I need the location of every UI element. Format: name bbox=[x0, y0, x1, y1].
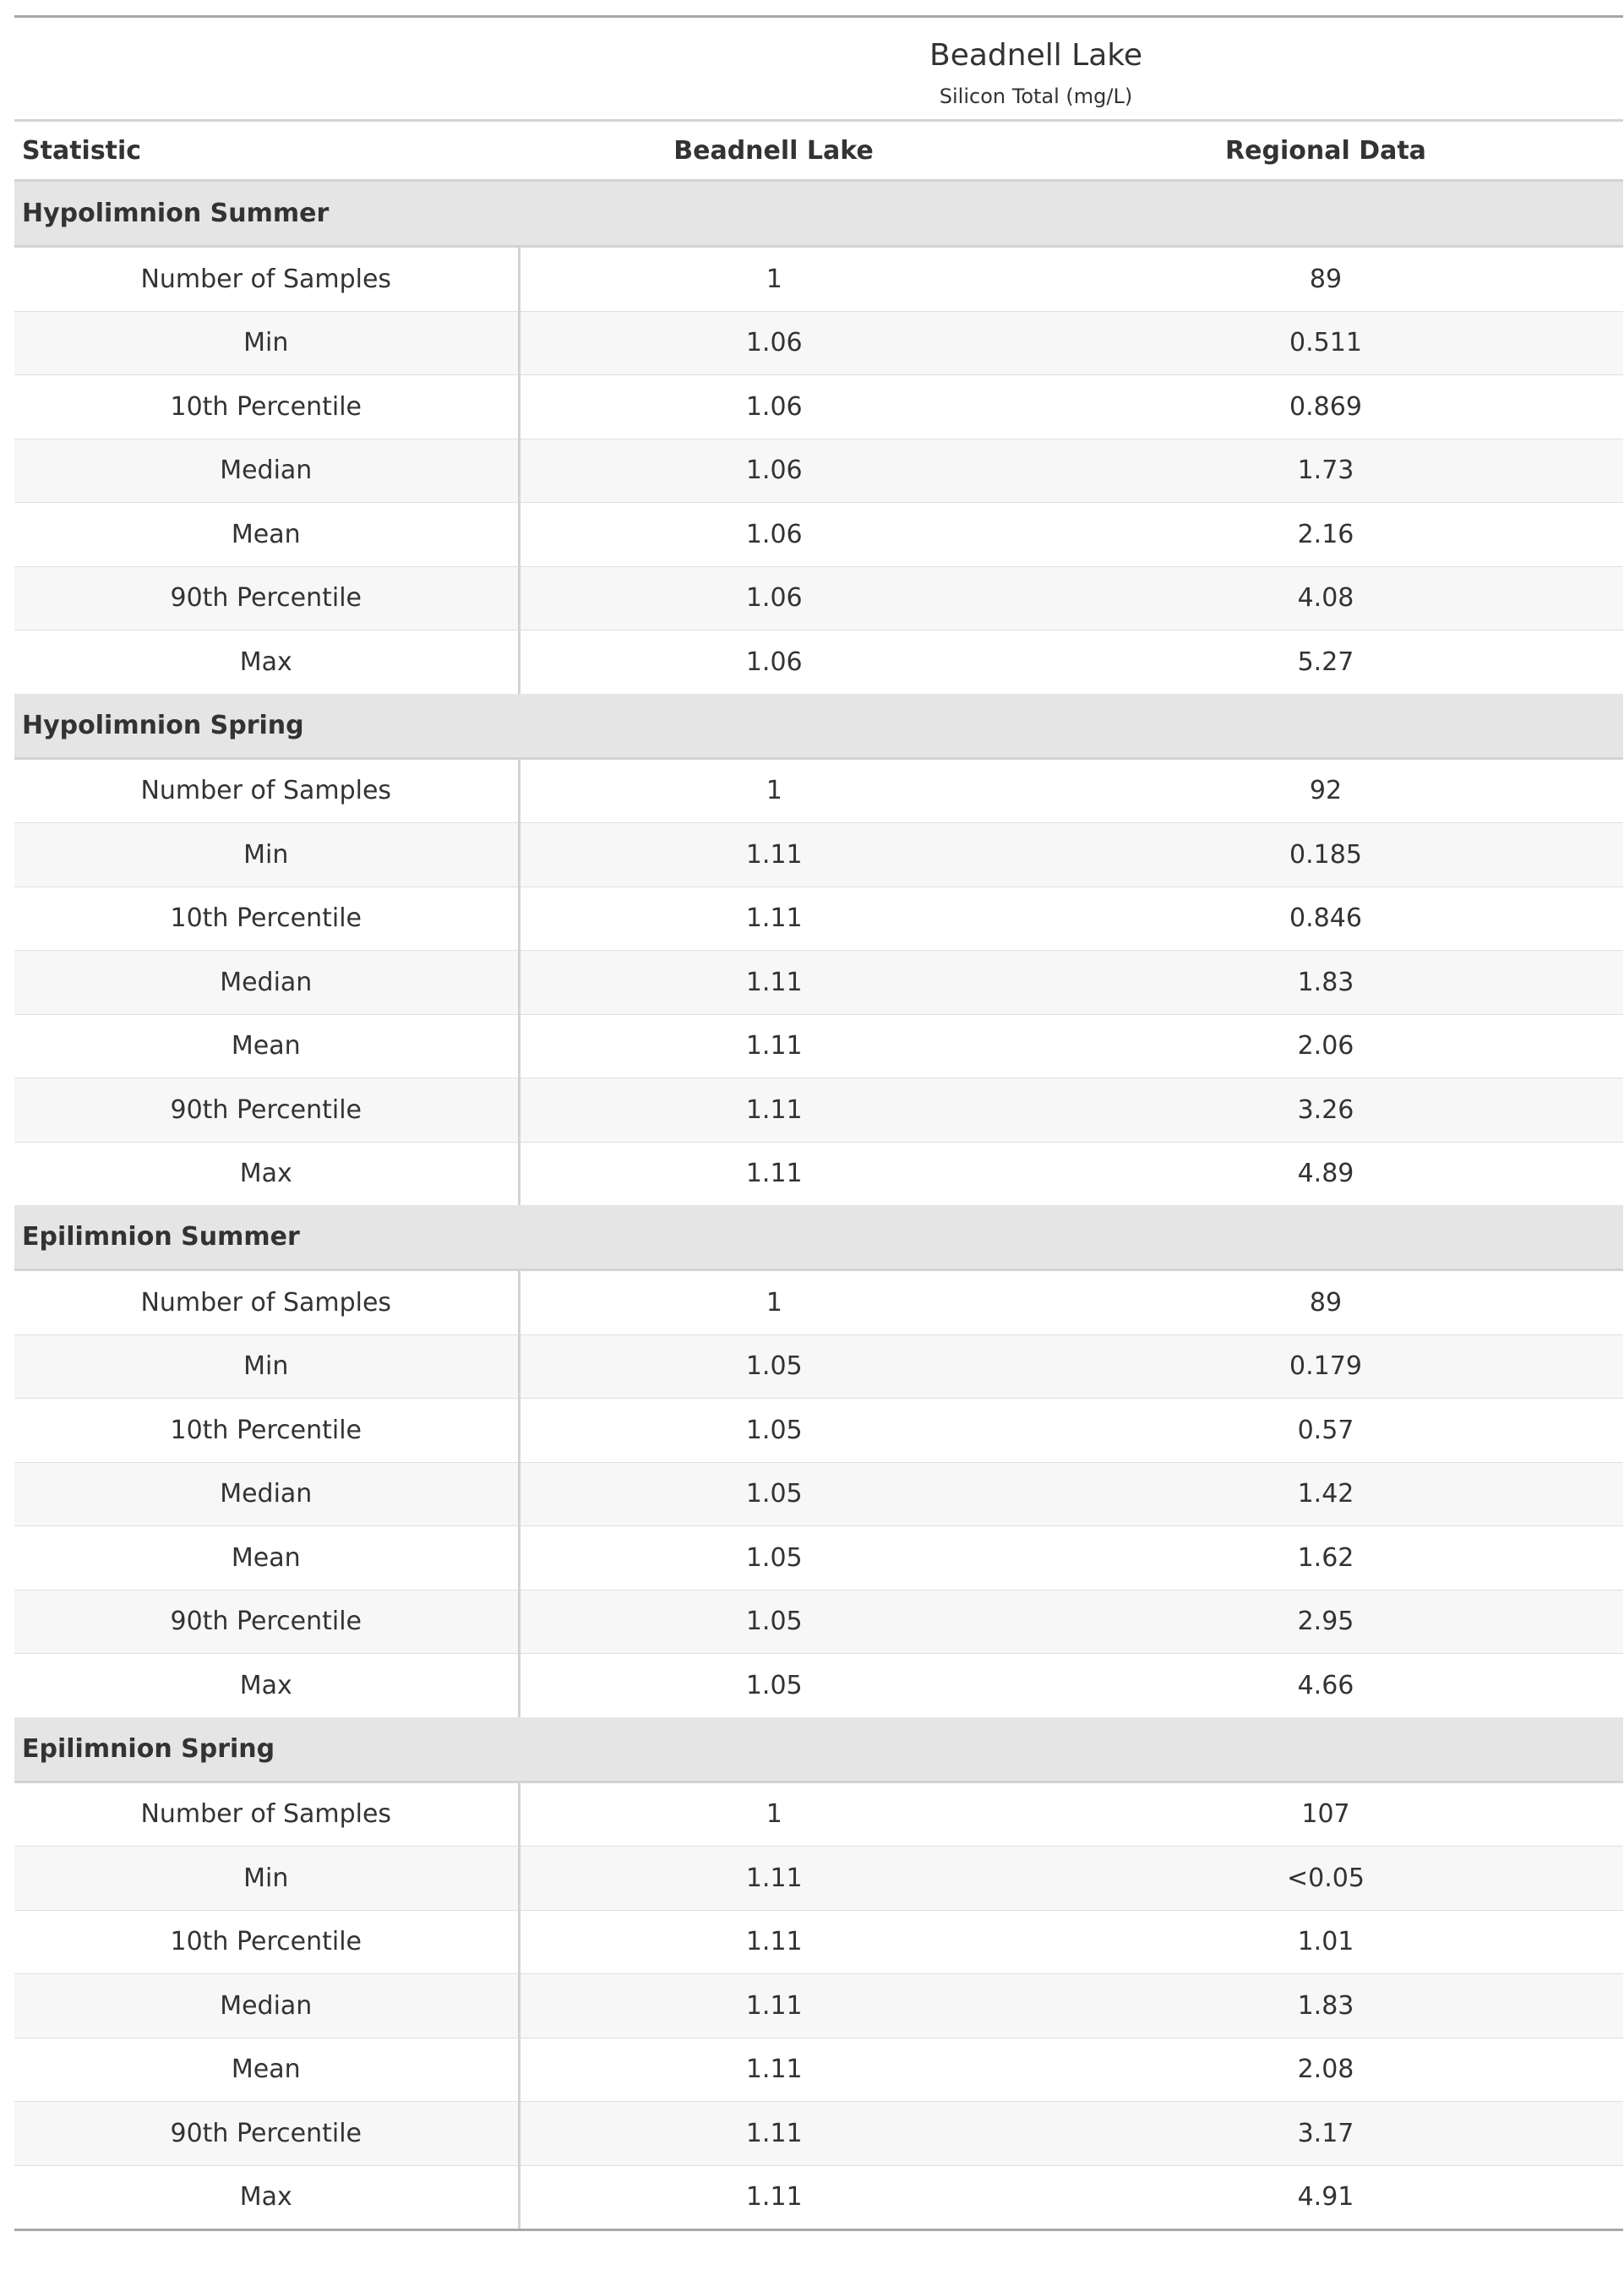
table-row bbox=[14, 1078, 1623, 1143]
regional-value-cell: 0.511 bbox=[1028, 311, 1623, 375]
table-row bbox=[14, 1910, 1623, 1974]
lake-value-cell: 1 bbox=[519, 247, 1028, 312]
lake-value-cell: 1.05 bbox=[519, 1334, 1028, 1399]
statistic-cell: Max bbox=[14, 2165, 519, 2230]
regional-value-cell: 4.89 bbox=[1297, 1159, 1354, 1189]
regional-value-cell: <0.05 bbox=[1028, 1847, 1623, 1911]
lake-value-cell: 1.11 bbox=[519, 1910, 1028, 1974]
table-row bbox=[14, 1782, 1623, 1847]
statistic-cell: Max bbox=[14, 1654, 519, 1717]
lake-value-cell: 1.06 bbox=[519, 439, 1028, 503]
statistic-cell: Median bbox=[14, 951, 519, 1015]
statistic-cell: 90th Percentile bbox=[14, 1590, 519, 1654]
regional-value-cell: 5.27 bbox=[1297, 647, 1354, 677]
statistic-cell: Number of Samples bbox=[14, 1782, 519, 1847]
statistic-cell: 10th Percentile bbox=[14, 375, 519, 439]
lake-value-cell: 1.11 bbox=[519, 2102, 1028, 2166]
statistic-cell: Min bbox=[14, 1847, 519, 1911]
lake-value-cell: 1.05 bbox=[519, 1590, 1028, 1654]
group-header-row bbox=[14, 1205, 1623, 1270]
column-header-regional: Regional Data bbox=[1028, 121, 1623, 181]
lake-value-cell: 1.05 bbox=[519, 1462, 1028, 1526]
statistic-cell: 90th Percentile bbox=[14, 2102, 519, 2166]
regional-value-cell: 1.42 bbox=[1028, 1462, 1623, 1526]
table-row bbox=[14, 311, 1623, 375]
lake-value-cell: 1.11 bbox=[745, 1159, 803, 1189]
statistic-cell: 10th Percentile bbox=[14, 1910, 519, 1974]
statistic-cell: 90th Percentile bbox=[14, 566, 519, 630]
statistic-cell: Mean bbox=[14, 1526, 519, 1591]
lake-value-cell: 1.06 bbox=[519, 311, 1028, 375]
group-label: Hypolimnion Summer bbox=[14, 181, 1623, 247]
table-row bbox=[14, 1590, 1623, 1654]
regional-value-cell: 1.83 bbox=[1028, 951, 1623, 1015]
lake-value-cell: 1.05 bbox=[519, 1399, 1028, 1463]
statistic-cell: Number of Samples bbox=[14, 1270, 519, 1335]
table-row bbox=[14, 375, 1623, 439]
regional-value-cell: 0.57 bbox=[1028, 1399, 1623, 1463]
subtitle-row bbox=[14, 74, 1623, 121]
statistic-cell: Median bbox=[14, 439, 519, 503]
statistic-cell: 10th Percentile bbox=[14, 887, 519, 951]
lake-value-cell: 1.11 bbox=[519, 1078, 1028, 1143]
lake-value-cell: 1.11 bbox=[519, 1847, 1028, 1911]
table-body bbox=[14, 181, 1623, 2230]
group-label: Epilimnion Spring bbox=[14, 1717, 1623, 1782]
regional-value-cell: 89 bbox=[1028, 1270, 1623, 1335]
regional-value-cell: 3.17 bbox=[1028, 2102, 1623, 2166]
group-header-row bbox=[14, 1717, 1623, 1782]
lake-value-cell: 1.05 bbox=[745, 1670, 803, 1700]
statistic-cell: Min bbox=[14, 311, 519, 375]
regional-value-cell: 1.73 bbox=[1028, 439, 1623, 503]
table-row bbox=[14, 566, 1623, 630]
lake-value-cell: 1 bbox=[519, 1782, 1028, 1847]
table-row bbox=[14, 247, 1623, 312]
table-row bbox=[14, 1654, 1623, 1717]
regional-value-cell: 0.869 bbox=[1028, 375, 1623, 439]
lake-value-cell: 1.06 bbox=[745, 647, 803, 677]
regional-value-cell: 4.66 bbox=[1297, 1670, 1354, 1700]
table-row bbox=[14, 1526, 1623, 1591]
table-row bbox=[14, 2038, 1623, 2102]
group-header-row bbox=[14, 181, 1623, 247]
lake-value-cell: 1.11 bbox=[519, 823, 1028, 887]
table-row bbox=[14, 951, 1623, 1015]
regional-value-cell: 4.08 bbox=[1028, 566, 1623, 630]
column-header-row bbox=[14, 121, 1623, 181]
table-row bbox=[14, 630, 1623, 694]
group-header-row bbox=[14, 694, 1623, 759]
regional-value-cell: 4.91 bbox=[1028, 2165, 1623, 2230]
table-subtitle: Silicon Total (mg/L) bbox=[939, 85, 1133, 108]
statistic-cell: 10th Percentile bbox=[14, 1399, 519, 1463]
statistic-cell: Mean bbox=[14, 503, 519, 567]
statistic-cell: Max bbox=[14, 630, 519, 694]
table-row bbox=[14, 1399, 1623, 1463]
table-row bbox=[14, 1142, 1623, 1205]
regional-value-cell: 2.95 bbox=[1028, 1590, 1623, 1654]
statistic-cell: Min bbox=[14, 823, 519, 887]
regional-value-cell: 1.01 bbox=[1028, 1910, 1623, 1974]
lake-value-cell: 1.11 bbox=[519, 1014, 1028, 1078]
table-row bbox=[14, 439, 1623, 503]
lake-value-cell: 1 bbox=[519, 1270, 1028, 1335]
lake-value-cell: 1.06 bbox=[519, 503, 1028, 567]
regional-value-cell: 0.846 bbox=[1028, 887, 1623, 951]
table-row bbox=[14, 1334, 1623, 1399]
statistic-cell: Median bbox=[14, 1462, 519, 1526]
regional-value-cell: 1.62 bbox=[1028, 1526, 1623, 1591]
lake-value-cell: 1.11 bbox=[519, 2038, 1028, 2102]
lake-value-cell: 1.11 bbox=[519, 2165, 1028, 2230]
title-row bbox=[14, 17, 1623, 74]
regional-value-cell: 92 bbox=[1028, 758, 1623, 823]
statistic-cell: Mean bbox=[14, 2038, 519, 2102]
regional-value-cell: 2.16 bbox=[1028, 503, 1623, 567]
statistic-cell: Median bbox=[14, 1974, 519, 2038]
lake-value-cell: 1 bbox=[519, 758, 1028, 823]
lake-value-cell: 1.06 bbox=[519, 375, 1028, 439]
lake-value-cell: 1.11 bbox=[519, 951, 1028, 1015]
table-row bbox=[14, 2165, 1623, 2230]
statistic-cell: 90th Percentile bbox=[14, 1078, 519, 1143]
regional-value-cell: 3.26 bbox=[1028, 1078, 1623, 1143]
table-row bbox=[14, 503, 1623, 567]
statistic-cell: Number of Samples bbox=[14, 247, 519, 312]
group-label: Hypolimnion Spring bbox=[14, 694, 1623, 759]
regional-value-cell: 89 bbox=[1028, 247, 1623, 312]
column-header-lake: Beadnell Lake bbox=[519, 121, 1028, 181]
regional-value-cell: 1.83 bbox=[1028, 1974, 1623, 2038]
lake-value-cell: 1.11 bbox=[519, 1974, 1028, 2038]
regional-value-cell: 2.08 bbox=[1028, 2038, 1623, 2102]
table-row bbox=[14, 887, 1623, 951]
table-row bbox=[14, 1462, 1623, 1526]
regional-value-cell: 0.185 bbox=[1028, 823, 1623, 887]
table-row bbox=[14, 2102, 1623, 2166]
table-row bbox=[14, 1974, 1623, 2038]
table-row bbox=[14, 823, 1623, 887]
table-row bbox=[14, 1270, 1623, 1335]
statistic-cell: Mean bbox=[14, 1014, 519, 1078]
statistics-table-container bbox=[14, 15, 1623, 2231]
regional-value-cell: 0.179 bbox=[1028, 1334, 1623, 1399]
table-row bbox=[14, 1847, 1623, 1911]
statistic-cell: Number of Samples bbox=[14, 758, 519, 823]
regional-value-cell: 2.06 bbox=[1028, 1014, 1623, 1078]
table-row bbox=[14, 1014, 1623, 1078]
statistic-cell: Min bbox=[14, 1334, 519, 1399]
lake-value-cell: 1.11 bbox=[519, 887, 1028, 951]
regional-value-cell: 107 bbox=[1028, 1782, 1623, 1847]
silicon-statistics-table bbox=[14, 15, 1623, 2231]
lake-value-cell: 1.05 bbox=[519, 1526, 1028, 1591]
statistic-cell: Max bbox=[14, 1142, 519, 1205]
table-row bbox=[14, 758, 1623, 823]
column-header-statistic: Statistic bbox=[14, 121, 519, 181]
group-label: Epilimnion Summer bbox=[14, 1205, 1623, 1270]
table-title: Beadnell Lake bbox=[929, 38, 1142, 73]
lake-value-cell: 1.06 bbox=[519, 566, 1028, 630]
